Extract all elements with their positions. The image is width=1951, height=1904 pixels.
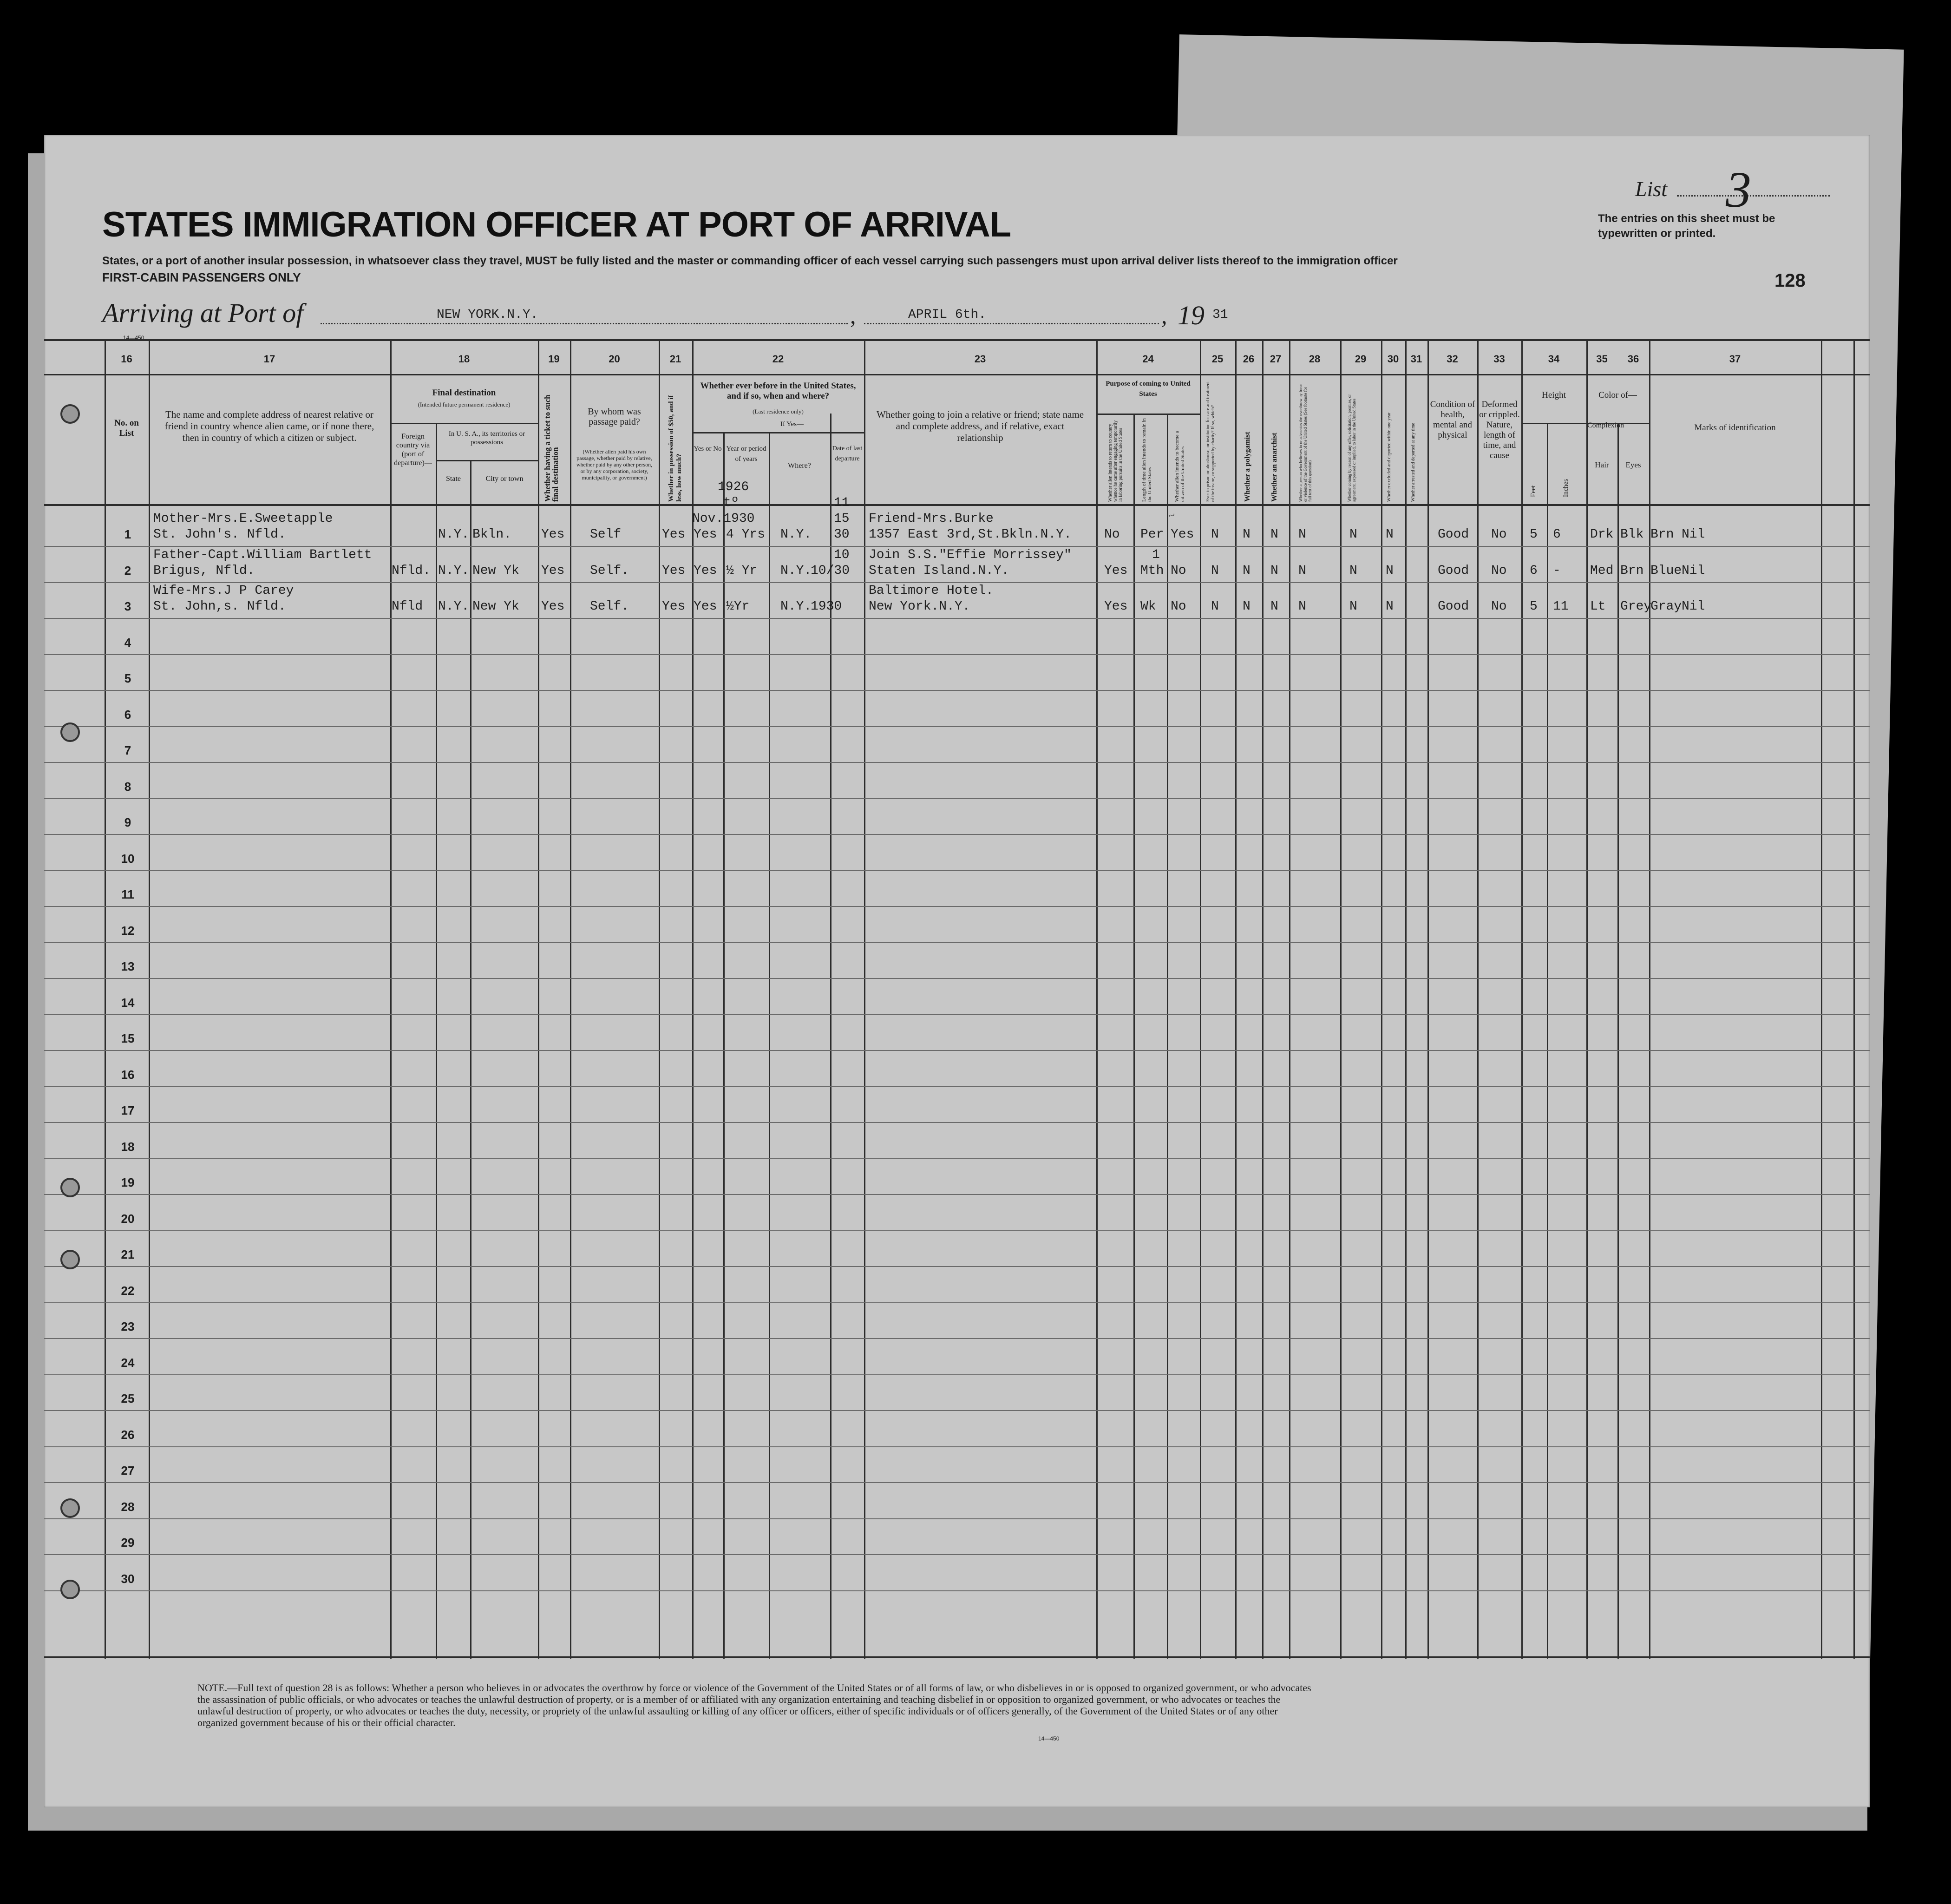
row-rule xyxy=(44,546,1870,547)
fifty-dollars-value: Yes xyxy=(662,563,686,578)
col-divider xyxy=(1617,423,1619,1659)
foreign-country: Nfld xyxy=(392,599,423,614)
header-inches: Inches xyxy=(1562,479,1570,497)
col-divider xyxy=(723,432,725,1659)
row-rule xyxy=(44,1410,1870,1411)
header-health: Condition of health, mental and physical xyxy=(1430,400,1475,440)
col-number-20: 20 xyxy=(609,353,620,365)
col-divider xyxy=(1262,339,1264,1659)
col-divider xyxy=(1427,339,1429,1659)
header-before-sub: (Last residence only) xyxy=(753,408,804,415)
row-number: 16 xyxy=(121,1067,135,1082)
punch-hole xyxy=(60,722,80,742)
relative-name: Father-Capt.William Bartlett xyxy=(153,547,372,562)
list-number: 3 xyxy=(1726,161,1751,218)
answer-polygamist: N xyxy=(1243,599,1250,614)
destination-state: N.Y. xyxy=(438,527,470,542)
port-dotline xyxy=(321,323,848,324)
col-number-30: 30 xyxy=(1387,353,1399,365)
answer-overthrow: N xyxy=(1298,527,1306,542)
header-purpose-return: Whether alien intends to return to country whence he came after engaging temporarily in laboring pursuits in the United States xyxy=(1108,420,1123,502)
col-divider xyxy=(436,423,437,1659)
before-yes-no: Yes xyxy=(694,599,717,614)
col-divider xyxy=(1340,339,1342,1659)
punch-hole xyxy=(60,1250,80,1269)
col-divider xyxy=(1167,414,1168,1659)
row-rule xyxy=(44,1338,1870,1339)
fifty-dollars-value: Yes xyxy=(662,599,686,614)
header-feet: Feet xyxy=(1530,485,1537,497)
row-number: 7 xyxy=(124,743,131,757)
col-divider xyxy=(1133,414,1135,1659)
header-bottom-rule xyxy=(44,504,1870,506)
height-feet: 5 xyxy=(1530,599,1538,614)
row-number: 19 xyxy=(121,1175,135,1189)
comma: , xyxy=(850,302,856,328)
identification-marks: Nil xyxy=(1682,599,1705,614)
row-rule xyxy=(44,870,1870,871)
answer-prison: N xyxy=(1211,527,1219,542)
row-rule xyxy=(44,1374,1870,1375)
row-rule xyxy=(44,1122,1870,1123)
passenger-class: FIRST-CABIN PASSENGERS ONLY xyxy=(102,270,301,284)
purpose-citizen: Yes xyxy=(1171,527,1194,542)
col-number-19: 19 xyxy=(548,353,560,365)
col-number-23: 23 xyxy=(974,353,986,365)
purpose-length: Mth xyxy=(1140,563,1164,578)
punch-hole xyxy=(60,1178,80,1197)
col-divider xyxy=(1405,339,1407,1659)
before-yes-no: Yes xyxy=(694,527,717,542)
punch-hole xyxy=(60,1580,80,1599)
punch-hole xyxy=(60,1498,80,1518)
col-divider xyxy=(149,339,150,1659)
purpose-return: Yes xyxy=(1104,599,1128,614)
row-number: 1 xyxy=(124,527,131,541)
header-marks: Marks of identification xyxy=(1694,423,1776,433)
date-dotline xyxy=(864,323,1159,324)
eye-color: Gray xyxy=(1650,599,1682,614)
list-label: List xyxy=(1635,177,1668,201)
col-divider xyxy=(390,339,392,1659)
row-number: 10 xyxy=(121,851,135,866)
header-if-yes: If Yes— xyxy=(780,420,804,428)
deformed-value: No xyxy=(1491,527,1507,542)
deformed-value: No xyxy=(1491,563,1507,578)
row-rule xyxy=(44,654,1870,655)
col-divider xyxy=(1547,423,1548,1659)
ticket-value: Yes xyxy=(541,527,565,542)
answer-labor-offer: N xyxy=(1349,527,1357,542)
purpose-length-top: 1 xyxy=(1152,547,1160,562)
col-number-16: 16 xyxy=(121,353,132,365)
height-feet: 6 xyxy=(1530,563,1538,578)
handwritten-annotation: ~ xyxy=(1166,508,1177,523)
header-purpose-length: Length of time alien intends to remain in the United States xyxy=(1141,418,1152,502)
purpose-citizen: No xyxy=(1171,599,1186,614)
eye-color: Blue xyxy=(1650,563,1682,578)
header-join-relative: Whether going to join a relative or friend; state name and complete address, and if relative, exact relationship xyxy=(876,409,1084,443)
complexion-value: Med xyxy=(1590,563,1614,578)
passage-paid-by: Self. xyxy=(590,563,629,578)
col-divider xyxy=(470,460,471,1659)
departure-date-top: 11 xyxy=(834,496,850,510)
row-rule xyxy=(44,942,1870,943)
hair-color: Grey xyxy=(1620,599,1652,614)
form-code: 14—450 xyxy=(123,335,144,341)
join-address: New York.N.Y. xyxy=(869,599,970,614)
col-number-24: 24 xyxy=(1142,353,1154,365)
header-yes-or-no: Yes or No xyxy=(694,445,722,453)
row-number: 30 xyxy=(121,1571,135,1586)
row-number: 8 xyxy=(124,779,131,794)
before-year-until: Nov.1930 xyxy=(692,512,755,526)
header-foreign-country: Foreign country via (port of departure)— xyxy=(394,433,432,467)
col-number-34: 34 xyxy=(1548,353,1560,365)
relative-address: St. John,s. Nfld. xyxy=(153,599,286,614)
before-period: ½ Yr xyxy=(726,563,758,578)
manifest-sheet xyxy=(44,135,1870,1807)
row-number: 24 xyxy=(121,1355,135,1370)
destination-city: New Yk xyxy=(472,599,519,614)
sheet-number: 128 xyxy=(1774,270,1806,291)
row-number: 12 xyxy=(121,923,135,938)
deformed-value: No xyxy=(1491,599,1507,614)
destination-city: Bkln. xyxy=(472,527,512,542)
row-rule xyxy=(44,762,1870,763)
header-labor-offer: Whether coming by reason of any offer, solicitation, promise, or agreement, expressed or implied, to labor in the United States xyxy=(1347,394,1356,502)
header-excluded: Whether excluded and deported within one year xyxy=(1387,412,1392,502)
header-purpose-citizen: Whether alien intends to become a citizen of the United States xyxy=(1174,431,1185,502)
row-number: 14 xyxy=(121,995,135,1010)
header-deformed: Deformed or crippled. Nature, length of time, and cause xyxy=(1479,400,1520,460)
subheader-rule xyxy=(1096,414,1200,415)
row-rule xyxy=(44,834,1870,835)
answer-overthrow: N xyxy=(1298,563,1306,578)
answer-polygamist: N xyxy=(1243,563,1250,578)
col-number-36: 36 xyxy=(1627,353,1639,365)
purpose-citizen: No xyxy=(1171,563,1186,578)
row-number: 9 xyxy=(124,815,131,829)
hair-color: Brn xyxy=(1620,563,1644,578)
departure-date: 1930 xyxy=(811,599,842,614)
row-number: 17 xyxy=(121,1103,135,1117)
header-hair: Hair xyxy=(1595,460,1609,469)
row-rule xyxy=(44,690,1870,691)
before-period: 4 Yrs xyxy=(726,527,766,542)
row-number: 25 xyxy=(121,1392,135,1405)
fifty-dollars-value: Yes xyxy=(662,527,686,542)
answer-labor-offer: N xyxy=(1349,563,1357,578)
col-number-33: 33 xyxy=(1493,353,1505,365)
subheader-rule xyxy=(692,432,864,433)
row-rule xyxy=(44,978,1870,979)
header-passage-note: (Whether alien paid his own passage, whether paid by relative, whether paid by any other person, or by any corporation, society, municipality, or government) xyxy=(576,448,653,481)
subheader-rule xyxy=(436,460,538,461)
row-number: 29 xyxy=(121,1536,135,1549)
col-divider xyxy=(1381,339,1382,1659)
ticket-value: Yes xyxy=(541,599,565,614)
col-divider xyxy=(659,339,660,1659)
row-number: 27 xyxy=(121,1464,135,1477)
height-feet: 5 xyxy=(1530,527,1538,542)
join-name: Join S.S."Effie Morrissey" xyxy=(869,547,1072,562)
purpose-length: Wk xyxy=(1140,599,1156,614)
header-where: Where? xyxy=(788,462,811,470)
list-dotline xyxy=(1677,195,1830,197)
col-divider xyxy=(1235,339,1237,1659)
relative-name: Wife-Mrs.J P Carey xyxy=(153,584,294,598)
answer-prison: N xyxy=(1211,563,1219,578)
relative-address: St. John's. Nfld. xyxy=(153,527,286,542)
arrival-port: NEW YORK.N.Y. xyxy=(437,308,538,322)
answer-polygamist: N xyxy=(1243,527,1250,542)
answer-excluded: N xyxy=(1386,563,1394,578)
header-number-rule xyxy=(44,374,1870,375)
header-overthrow: Whether a person who believes in or advocates the overthrow by force or violence of the Government of the United States (See footnote for full text of this question) xyxy=(1298,383,1312,502)
col-number-26: 26 xyxy=(1243,353,1255,365)
col-number-37: 37 xyxy=(1729,353,1741,365)
passage-paid-by: Self. xyxy=(590,599,629,614)
purpose-return: No xyxy=(1104,527,1120,542)
row-number: 22 xyxy=(121,1283,135,1298)
row-number: 5 xyxy=(124,671,131,685)
col-divider xyxy=(1821,339,1822,1659)
destination-city: New Yk xyxy=(472,563,519,578)
punch-hole xyxy=(60,404,80,424)
header-purpose: Purpose of coming to United States xyxy=(1106,380,1191,398)
relative-address: Brigus, Nfld. xyxy=(153,563,255,578)
before-where: N.Y. xyxy=(780,563,812,578)
ticket-value: Yes xyxy=(541,563,565,578)
footnote: NOTE.—Full text of question 28 is as follows: Whether a person who believes in or advocates the overthrow by force or violence of the Government of the United States or of all forms of law, or who disbelieves in or is opposed to organized government, or who advocates the assassination of public officials, or who advocates or teaches the unlawful destruction of property, or is a member of or affiliated with any organization entertaining and teaching disbelief in or opposition to organized government, or who advocates or teaches the unlawful destruction of property, or who advocates or teaches the duty, necessity, or propriety of the unlawful assaulting or killing of any officer or officers, either of specific individuals or of officers generally, of the Government of the United States or of any other organized government because of his or their official character. xyxy=(197,1682,1311,1728)
row-number: 15 xyxy=(121,1031,135,1045)
col-number-28: 28 xyxy=(1309,353,1321,365)
col-divider xyxy=(769,432,770,1659)
relative-name: Mother-Mrs.E.Sweetapple xyxy=(153,512,333,526)
subheader-rule xyxy=(390,423,538,424)
header-city: City or town xyxy=(485,475,524,483)
answer-anarchist: N xyxy=(1270,563,1278,578)
row-rule xyxy=(44,1158,1870,1159)
join-address: Staten Island.N.Y. xyxy=(869,563,1009,578)
height-inches: - xyxy=(1553,563,1561,578)
row-number: 11 xyxy=(121,887,134,901)
before-period: ½Yr xyxy=(726,599,750,614)
col-number-17: 17 xyxy=(263,353,275,365)
row-rule xyxy=(44,906,1870,907)
header-complexion: Complexion xyxy=(1587,421,1624,429)
header-fifty-dollars: Whether in possession of $50, and if less, how much? xyxy=(668,395,683,502)
header-eyes: Eyes xyxy=(1625,460,1641,469)
complexion-value: Drk xyxy=(1590,527,1614,542)
col-number-31: 31 xyxy=(1410,353,1422,365)
answer-overthrow: N xyxy=(1298,599,1306,614)
footnote-code: 14—450 xyxy=(1038,1735,1060,1742)
row-rule xyxy=(44,1302,1870,1303)
header-state: State xyxy=(446,475,461,483)
height-inches: 11 xyxy=(1553,599,1569,614)
header-final-destination-sub: (Intended future permanent residence) xyxy=(418,401,511,408)
table-top-rule xyxy=(44,339,1870,341)
row-rule xyxy=(44,726,1870,727)
row-number: 13 xyxy=(121,959,135,973)
hair-color: Blk xyxy=(1620,527,1644,542)
arriving-label: Arriving at Port of xyxy=(102,298,304,328)
col-divider xyxy=(1289,339,1290,1659)
header-before-in-us: Whether ever before in the United States, and if so, when and where? xyxy=(700,381,856,401)
header-prison: Ever in prison or almshouse, or institution for care and treatment of the insane, or supported by charity? If so, which? xyxy=(1205,381,1216,502)
col-divider xyxy=(570,339,571,1659)
header-passage-paid: By whom was passage paid? xyxy=(588,407,641,427)
col-divider xyxy=(1096,339,1098,1659)
col-divider xyxy=(538,339,539,1659)
row-number: 18 xyxy=(121,1139,135,1154)
row-number: 2 xyxy=(124,563,131,578)
row-number: 21 xyxy=(121,1247,135,1261)
before-year-to: tº xyxy=(723,496,739,510)
health-condition: Good xyxy=(1438,527,1469,542)
join-address: 1357 East 3rd,St.Bkln.N.Y. xyxy=(869,527,1072,542)
row-rule xyxy=(44,798,1870,799)
col-divider xyxy=(1521,339,1523,1659)
header-usa: In U. S. A., its territories or possessions xyxy=(448,430,525,446)
header-final-destination: Final destination xyxy=(432,388,496,398)
col-number-21: 21 xyxy=(669,353,681,365)
header-arrested: Whether arrested and deported at any time xyxy=(1411,423,1416,502)
header-ticket: Whether having a ticket to such final destination xyxy=(543,394,560,502)
col-number-18: 18 xyxy=(458,353,470,365)
answer-anarchist: N xyxy=(1270,599,1278,614)
foreign-country: Nfld. xyxy=(392,563,431,578)
row-number: 20 xyxy=(121,1211,135,1226)
departure-date: 30 xyxy=(834,527,850,542)
year-suffix: 31 xyxy=(1212,308,1228,322)
arrival-date: APRIL 6th. xyxy=(908,308,987,322)
header-relative-address: The name and complete address of nearest relative or friend in country whence alien came, or if none there, then in country of which a citizen or subject. xyxy=(164,409,374,443)
row-number: 3 xyxy=(124,599,131,613)
departure-date-mid: 15 xyxy=(834,512,850,526)
identification-marks: Nil xyxy=(1682,563,1705,578)
join-name: Friend-Mrs.Burke xyxy=(869,512,994,526)
complexion-value: Lt xyxy=(1590,599,1606,614)
row-rule xyxy=(44,1230,1870,1231)
answer-labor-offer: N xyxy=(1349,599,1357,614)
col-divider xyxy=(105,339,106,1659)
col-number-25: 25 xyxy=(1211,353,1224,365)
col-divider xyxy=(1586,339,1588,1659)
answer-prison: N xyxy=(1211,599,1219,614)
answer-anarchist: N xyxy=(1270,527,1278,542)
header-anarchist: Whether an anarchist xyxy=(1270,433,1278,502)
col-number-35: 35 xyxy=(1596,353,1608,365)
destination-state: N.Y. xyxy=(438,599,470,614)
purpose-return: Yes xyxy=(1104,563,1128,578)
purpose-length: Per xyxy=(1140,527,1164,542)
before-year-from: 1926 xyxy=(718,480,749,494)
col-number-32: 32 xyxy=(1447,353,1458,365)
join-name: Baltimore Hotel. xyxy=(869,584,994,598)
col-number-29: 29 xyxy=(1355,353,1367,365)
col-number-27: 27 xyxy=(1270,353,1282,365)
passage-paid-by: Self xyxy=(590,527,622,542)
row-number: 28 xyxy=(121,1499,135,1514)
before-yes-no: Yes xyxy=(694,563,717,578)
form-title: STATES IMMIGRATION OFFICER AT PORT OF ARRIVAL xyxy=(102,205,1011,244)
col-number-22: 22 xyxy=(772,353,784,365)
col-divider xyxy=(1200,339,1201,1659)
col-divider xyxy=(864,339,865,1659)
row-rule xyxy=(44,1518,1870,1519)
answer-excluded: N xyxy=(1386,527,1394,542)
row-rule xyxy=(44,1050,1870,1051)
col-divider xyxy=(1853,339,1855,1659)
row-rule xyxy=(44,1266,1870,1267)
row-rule xyxy=(44,1014,1870,1015)
row-rule xyxy=(44,1554,1870,1555)
header-date-last-departure: Date of last departure xyxy=(832,445,863,462)
row-rule xyxy=(44,618,1870,619)
manifest-table xyxy=(44,339,1870,1659)
table-bottom-rule xyxy=(44,1656,1870,1658)
header-period-of-years: Year or period of years xyxy=(726,445,766,463)
departure-date: 10/30 xyxy=(811,563,850,578)
row-rule xyxy=(44,582,1870,583)
row-number: 4 xyxy=(124,635,131,650)
before-where: N.Y. xyxy=(780,527,812,542)
row-rule xyxy=(44,1482,1870,1483)
header-height: Height xyxy=(1542,390,1566,400)
form-subtitle: States, or a port of another insular possession, in whatsoever class they travel, MUST be fully listed and the master or commanding officer of each vessel carrying such passengers must upon arrival deliver lists thereof to the immigration officer xyxy=(102,255,1398,267)
departure-date-top: 10 xyxy=(834,547,850,562)
subheader-rule xyxy=(1521,423,1586,424)
col-divider xyxy=(1477,339,1479,1659)
row-rule xyxy=(44,1590,1870,1591)
header-color-of: Color of— xyxy=(1598,390,1637,400)
height-inches: 6 xyxy=(1553,527,1561,542)
eye-color: Brn xyxy=(1650,527,1674,542)
row-rule xyxy=(44,1194,1870,1195)
before-where: N.Y. xyxy=(780,599,812,614)
header-no-on-list: No. on List xyxy=(114,418,139,438)
header-polygamist: Whether a polygamist xyxy=(1244,432,1251,502)
row-rule xyxy=(44,1446,1870,1447)
destination-state: N.Y. xyxy=(438,563,470,578)
row-number: 23 xyxy=(121,1320,135,1333)
row-number: 26 xyxy=(121,1427,135,1442)
year-prefix: 19 xyxy=(1178,300,1205,330)
entries-note: The entries on this sheet must be typewritten or printed. xyxy=(1598,212,1775,240)
answer-excluded: N xyxy=(1386,599,1394,614)
row-rule xyxy=(44,1086,1870,1087)
comma: , xyxy=(1161,302,1167,328)
health-condition: Good xyxy=(1438,563,1469,578)
identification-marks: Nil xyxy=(1682,527,1705,542)
health-condition: Good xyxy=(1438,599,1469,614)
row-number: 6 xyxy=(124,707,131,722)
